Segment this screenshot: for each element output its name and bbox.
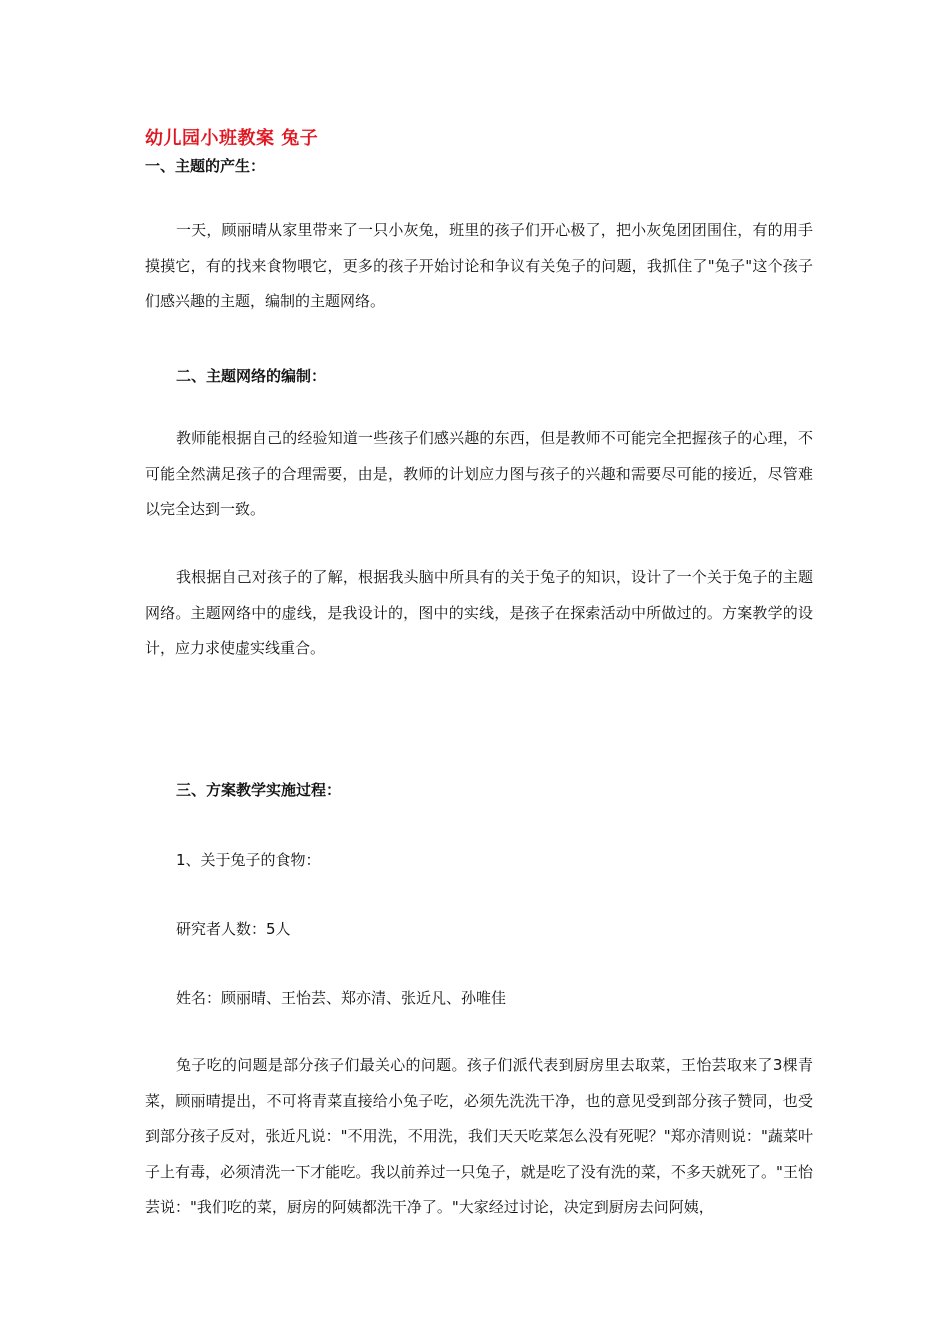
section-3-paragraph: 兔子吃的问题是部分孩子们最关心的问题。孩子们派代表到厨房里去取菜，王怡芸取来了3棵青菜，顾丽晴提出，不可将青菜直接给小兔子吃，必须先洗洗干净，也的意见受到部分孩子赞同，也受到部分孩子反对，张近凡说："不用洗，不用洗，我们天天吃菜怎么没有死呢？"郑亦清则说："蔬菜叶子上有毒，必须清洗一下才能吃。我以前养过一只兔子，就是吃了没有洗的菜，不多天就死了。"王怡芸说："我们吃的菜，厨房的阿姨都洗干净了。"大家经过讨论，决定到厨房去问阿姨， (145, 1056, 813, 1216)
researcher-names: 姓名：顾丽晴、王怡芸、郑亦清、张近凡、孙唯佳 (176, 989, 507, 1007)
section-2-heading: 二、主题网络的编制： (176, 367, 327, 385)
section-2-paragraph-2: 我根据自己对孩子的了解，根据我头脑中所具有的关于兔子的知识，设计了一个关于兔子的主题网络。主题网络中的虚线，是我设计的，图中的实线，是孩子在探索活动中所做过的。方案教学的设计，应力求使虚实线重合。 (145, 568, 813, 657)
section-1-paragraph: 一天，顾丽晴从家里带来了一只小灰兔，班里的孩子们开心极了，把小灰兔团团围住，有的用手摸摸它，有的找来食物喂它，更多的孩子开始讨论和争议有关兔子的问题，我抓住了"兔子"这个孩子们感兴趣的主题，编制的主题网络。 (145, 221, 813, 310)
document-title: 幼儿园小班教案 兔子 (145, 128, 319, 149)
section-1-heading: 一、主题的产生： (145, 157, 266, 175)
section-3-heading: 三、方案教学实施过程： (176, 781, 342, 799)
researcher-count: 研究者人数：5人 (176, 920, 291, 938)
section-2-paragraph-1: 教师能根据自己的经验知道一些孩子们感兴趣的东西，但是教师不可能完全把握孩子的心理，不可能全然满足孩子的合理需要，由是，教师的计划应力图与孩子的兴趣和需要尽可能的接近，尽管难以完全达到一致。 (145, 429, 813, 518)
section-3-subheading: 1、关于兔子的食物： (176, 851, 321, 869)
